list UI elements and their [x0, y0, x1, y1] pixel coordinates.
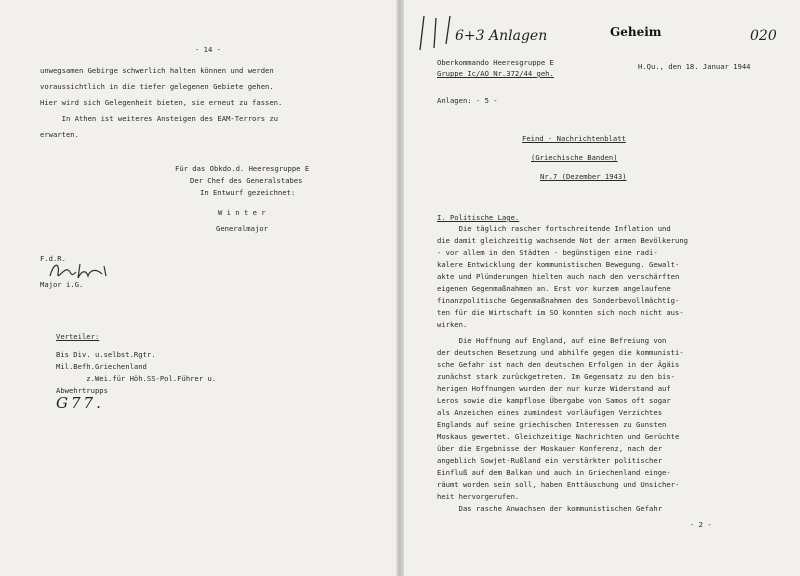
sender-line: Gruppe Ic/AO Nr.372/44 geh. [437, 69, 554, 78]
signature-block-line: Der Chef des Generalstabes [190, 176, 303, 185]
body-line: sche Gefahr ist nach den deutschen Erfolgen in der Ägäis [437, 360, 680, 369]
body-line: Moskaus gewertet. Gleichzeitige Nachrichten und Gerüchte [437, 432, 680, 441]
body-line: finanzpolitische Gegenmaßnahmen des Sonderbevollmächtig- [437, 296, 680, 305]
body-line: über die Ergebnisse der Moskauer Konferenz, nach der [437, 444, 663, 453]
left-text-line: In Athen ist weiteres Ansteigen des EAM-Terrors zu [40, 114, 278, 123]
body-line: Einfluß auf dem Balkan und auch in Griechenland einge- [437, 468, 671, 477]
left-page-number: - 14 - [195, 45, 221, 54]
right-page-number: - 2 - [690, 520, 712, 529]
body-line: die damit gleichzeitig wachsende Not der armen Bevölkerung [437, 236, 688, 245]
report-subtitle: (Griechische Banden) [531, 153, 618, 162]
body-line: zunächst stark zurückgetreten. Im Gegensatz zu den bis- [437, 372, 675, 381]
body-line: herigen Hoffnungen wurden der nur kurze Widerstand auf [437, 384, 671, 393]
body-line: - vor allem in den Städten - begünstigen eine radi- [437, 248, 658, 257]
body-line: Das rasche Anwachsen der kommunistischen Gefahr [437, 504, 663, 513]
body-line: Englands auf seine griechischen Interessen zu Gunsten [437, 420, 667, 429]
signer-name: W i n t e r [218, 208, 266, 217]
handwritten-attachments-note: 6+3 Anlagen [455, 28, 548, 44]
distribution-line: Abwehrtrupps [56, 386, 108, 395]
sender-line: Oberkommando Heeresgruppe E [437, 58, 554, 67]
body-line: als Anzeichen eines zumindest vorläufigen Verzichtes [437, 408, 663, 417]
body-line: wirken. [437, 320, 468, 329]
fdr-rank: Major i.G. [40, 280, 84, 289]
handwritten-initials: G77. [56, 394, 104, 412]
place-date: H.Qu., den 18. Januar 1944 [638, 62, 751, 71]
body-line: kalere Entwicklung der kommunistischen Bewegung. Gewalt- [437, 260, 680, 269]
report-title: Feind - Nachrichtenblatt [522, 134, 626, 143]
body-line: ten für die Wirtschaft im SO konnten sich noch nicht aus- [437, 308, 684, 317]
signature-block-line: In Entwurf gezeichnet: [200, 188, 296, 197]
section-heading: I. Politische Lage. [437, 213, 520, 222]
attachments-count: Anlagen: - 5 - [437, 96, 498, 105]
page-fold [396, 0, 404, 576]
fdr-label: F.d.R. [40, 254, 66, 263]
report-number: Nr.7 (Dezember 1943) [540, 172, 627, 181]
signature-block-line: Für das Obkdo.d. Heeresgruppe E [175, 164, 310, 173]
body-line: heit hervorgerufen. [437, 492, 520, 501]
body-line: angeblich Sowjet-Rußland ein verstärkter politischer [437, 456, 663, 465]
distribution-label: Verteiler: [56, 332, 100, 341]
signer-rank: Generalmajor [216, 224, 268, 233]
body-line: Leros sowie die kampflose Übergabe von Samos oft sogar [437, 396, 671, 405]
left-text-line: unwegsamen Gebirge schwerlich halten können und werden [40, 66, 274, 75]
left-text-line: Hier wird sich Gelegenheit bieten, sie erneut zu fassen. [40, 98, 283, 107]
distribution-line: z.Wei.für Höh.SS-Pol.Führer u. [56, 374, 217, 383]
folio-number: 020 [750, 28, 777, 44]
left-text-line: voraussichtlich in die tiefer gelegenen Gebiete gehen. [40, 82, 274, 91]
left-text-line: erwarten. [40, 130, 79, 139]
body-line: eigenen Gegenmaßnahmen an. Erst vor kurzem angelaufene [437, 284, 671, 293]
body-line: der deutschen Besetzung und abhilfe gegen die kommunisti- [437, 348, 684, 357]
distribution-line: Bis Div. u.selbst.Rgtr. [56, 350, 156, 359]
body-line: Die täglich rascher fortschreitende Inflation und [437, 224, 671, 233]
distribution-line: Mil.Befh.Griechenland [56, 362, 147, 371]
body-line: räumt worden sein soll, haben Enttäuschung und Unsicher- [437, 480, 680, 489]
body-line: akte und Plünderungen hielten auch nach den verschärften [437, 272, 680, 281]
secret-stamp: Geheim [610, 25, 662, 39]
body-line: Die Hoffnung auf England, auf eine Befreiung von [437, 336, 667, 345]
